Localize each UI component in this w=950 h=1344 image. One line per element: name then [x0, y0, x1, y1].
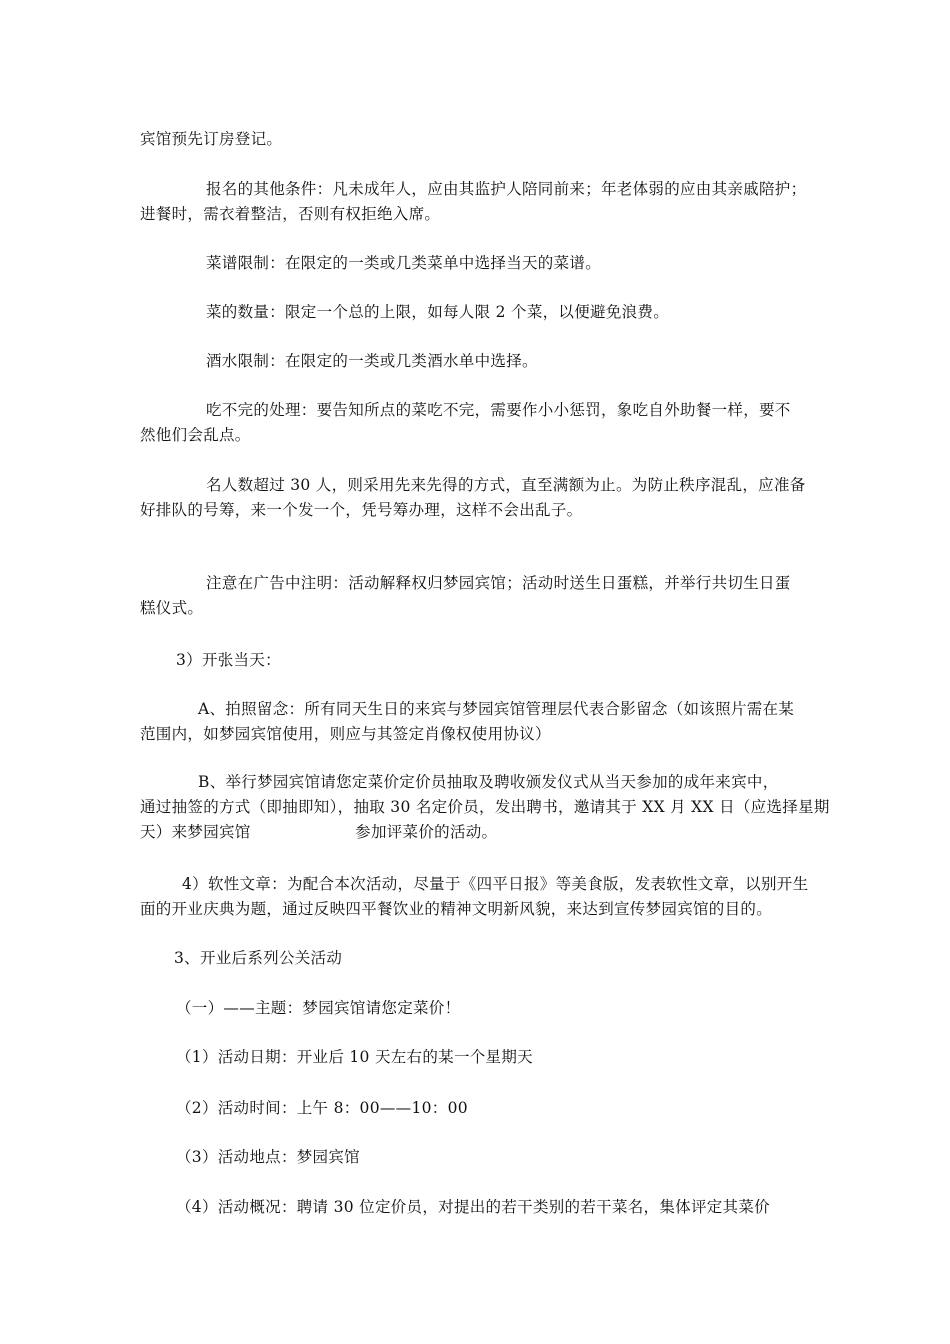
text-line: 名人数超过 30 人，则采用先来先得的方式，直至满额为止。为防止秩序混乱，应准备 [206, 476, 806, 494]
paragraph-opening-day [140, 648, 820, 673]
text-line: （一）——主题：梦园宾馆请您定菜价！ [176, 999, 461, 1017]
paragraph-activity-time [140, 1096, 820, 1121]
text-line: 3、开业后系列公关活动 [174, 949, 343, 967]
paragraph-ad-notice [140, 571, 820, 621]
text-line: 吃不完的处理：要告知所点的菜吃不完，需要作小小惩罚，象吃自外助餐一样，要不 [206, 401, 791, 419]
text-line: 菜谱限制：在限定的一类或几类菜单中选择当天的菜谱。 [206, 254, 602, 272]
text-line: 宾馆预先订房登记。 [140, 130, 283, 148]
paragraph-headcount-rule [140, 473, 820, 523]
paragraph-theme [140, 996, 820, 1021]
text-line: 面的开业庆典为题，通过反映四平餐饮业的精神文明新风貌，来达到宣传梦园宾馆的目的。 [140, 900, 773, 918]
paragraph-activity-location [140, 1145, 820, 1170]
paragraph-leftover-handling [140, 398, 820, 448]
paragraph-other-conditions [140, 177, 820, 227]
paragraph-soft-article [140, 872, 820, 922]
paragraph-price-judge-ceremony [140, 770, 830, 845]
paragraph-menu-limit [140, 251, 820, 276]
text-line: B、举行梦园宾馆请您定菜价定价员抽取及聘收颁发仪式从当天参加的成年来宾中， [198, 773, 779, 791]
text-line: （1）活动日期：开业后 10 天左右的某一个星期天 [176, 1048, 533, 1066]
text-line: 报名的其他条件：凡未成年人，应由其监护人陪同前来；年老体弱的应由其亲戚陪护； [206, 180, 807, 198]
paragraph-drink-limit [140, 349, 820, 374]
text-line: 然他们会乱点。 [140, 426, 251, 444]
text-line: （3）活动地点：梦园宾馆 [176, 1148, 360, 1166]
paragraph-booking-registration [140, 127, 820, 152]
text-line: （4）活动概况：聘请 30 位定价员，对提出的若干类别的若干菜名，集体评定其菜价 [176, 1198, 770, 1216]
text-line: 菜的数量：限定一个总的上限，如每人限 2 个菜，以便避免浪费。 [206, 303, 670, 321]
paragraph-dish-quantity [140, 300, 820, 325]
text-line: 注意在广告中注明：活动解释权归梦园宾馆；活动时送生日蛋糕，并举行共切生日蛋 [206, 574, 791, 592]
text-line: 3）开张当天： [176, 651, 281, 669]
paragraph-activity-overview [140, 1195, 820, 1220]
text-line: 4）软性文章：为配合本次活动，尽量于《四平日报》等美食版，发表软性文章，以别开生 [182, 875, 809, 893]
text-line: （2）活动时间：上午 8：00——10：00 [176, 1099, 468, 1117]
text-line: 天）来梦园宾馆 参加评菜价的活动。 [140, 823, 498, 841]
paragraph-photo-souvenir [140, 697, 820, 747]
text-line: 通过抽签的方式（即抽即知），抽取 30 名定价员，发出聘书，邀请其于 XX 月 XX 日（应选择星期 [140, 798, 830, 816]
paragraph-activity-date [140, 1045, 820, 1070]
text-line: 进餐时，需衣着整洁，否则有权拒绝入席。 [140, 205, 441, 223]
text-line: 酒水限制：在限定的一类或几类酒水单中选择。 [206, 352, 538, 370]
text-line: 好排队的号筹，来一个发一个，凭号筹办理，这样不会出乱子。 [140, 501, 583, 519]
section-heading-post-opening-pr [140, 946, 820, 971]
text-line: 糕仪式。 [140, 599, 204, 617]
text-line: A、拍照留念：所有同天生日的来宾与梦园宾馆管理层代表合影留念（如该照片需在某 [198, 700, 795, 718]
text-line: 范围内，如梦园宾馆使用，则应与其签定肖像权使用协议） [140, 725, 551, 743]
